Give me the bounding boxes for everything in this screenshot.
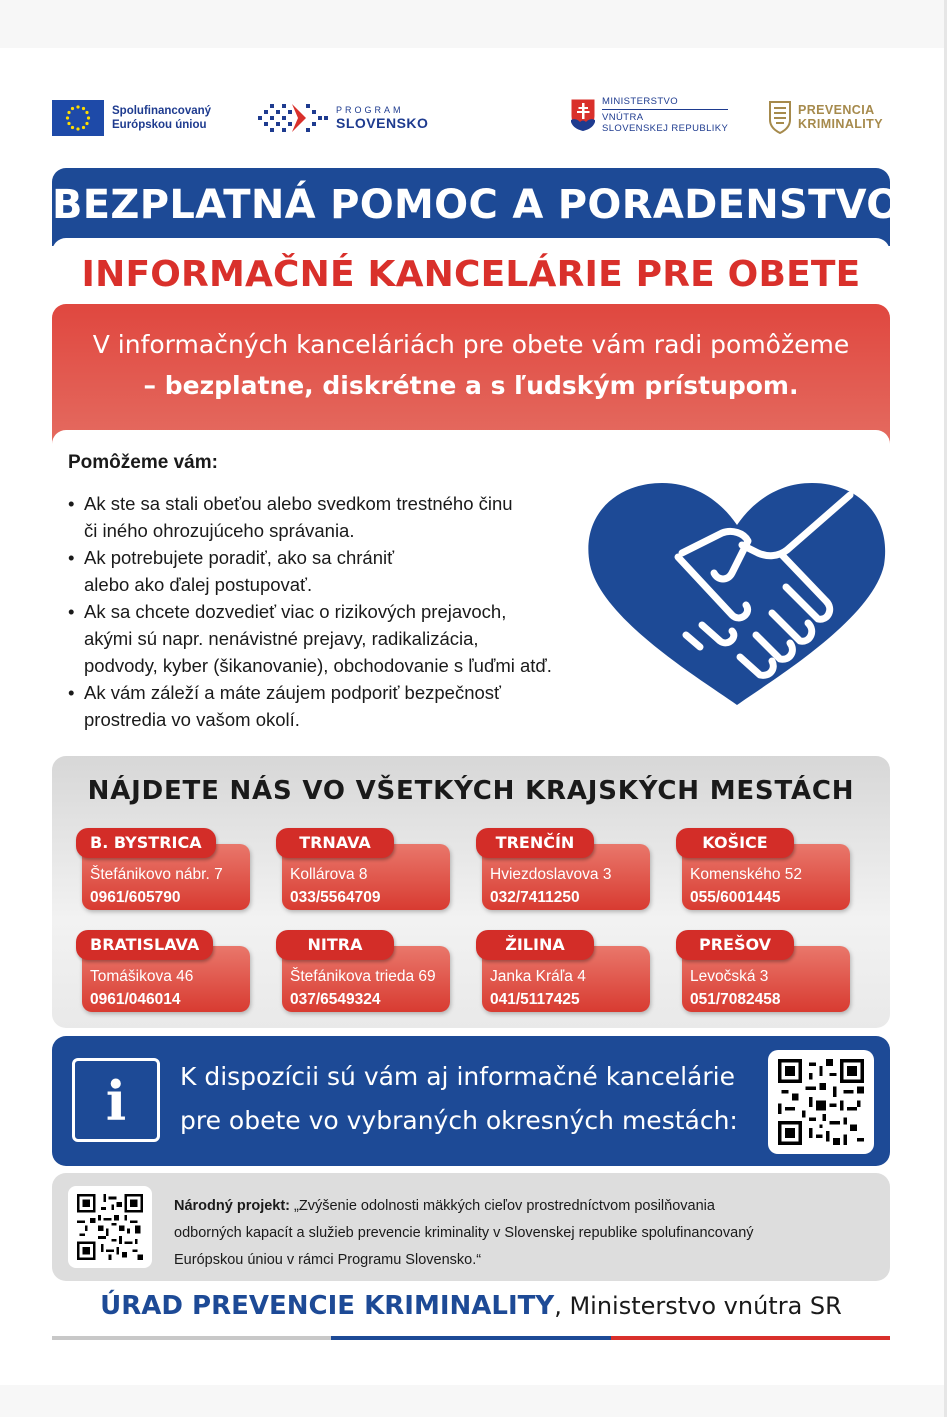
qr-code-icon bbox=[77, 1194, 143, 1260]
city-card-presov bbox=[676, 930, 856, 1014]
tricolor-blue bbox=[331, 1336, 610, 1340]
main-card bbox=[52, 168, 901, 1285]
city-address: Štefánikova trieda 69 bbox=[290, 968, 436, 985]
page-title: BEZPLATNÁ POMOC A PORADENSTVO bbox=[52, 182, 901, 228]
city-name: TRNAVA bbox=[276, 828, 394, 858]
help-item bbox=[68, 544, 628, 598]
city-phone: 0961/605790 bbox=[90, 889, 181, 906]
page-subtitle: INFORMAČNÉ KANCELÁRIE PRE OBETE bbox=[81, 254, 861, 295]
city-phone: 041/5117425 bbox=[490, 991, 580, 1008]
city-address: Kollárova 8 bbox=[290, 866, 368, 883]
info-icon-glyph: i bbox=[105, 1069, 127, 1133]
city-address: Levočská 3 bbox=[690, 968, 769, 985]
project-text bbox=[174, 1193, 874, 1274]
city-phone: 051/7082458 bbox=[690, 991, 781, 1008]
prevencia-line2: KRIMINALITY bbox=[798, 117, 883, 131]
project-qr-code[interactable] bbox=[68, 1186, 152, 1268]
city-phone: 037/6549324 bbox=[290, 991, 381, 1008]
city-card-b-bystrica bbox=[76, 828, 256, 912]
program-slovensko-logo bbox=[256, 98, 428, 138]
help-section bbox=[52, 430, 890, 742]
program-slovensko-text bbox=[336, 105, 428, 131]
subtitle-banner bbox=[52, 238, 890, 304]
eu-logo-line1: Spolufinancovaný bbox=[112, 105, 212, 117]
tricolor-red bbox=[611, 1336, 890, 1340]
tricolor-white bbox=[52, 1336, 331, 1340]
heart-handshake-icon bbox=[582, 475, 892, 725]
program-line2: SLOVENSKO bbox=[336, 115, 429, 131]
city-phone: 055/6001445 bbox=[690, 889, 781, 906]
help-item-line: prostredia vo vašom okolí. bbox=[84, 709, 300, 730]
ministry-line1: MINISTERSTVO bbox=[602, 96, 728, 110]
help-item-line: podvody, kyber (šikanovanie), obchodovanie s ľuďmi atď. bbox=[84, 655, 552, 676]
city-address: Komenského 52 bbox=[690, 866, 803, 883]
cities-section bbox=[52, 756, 890, 1028]
qr-code-icon bbox=[778, 1059, 864, 1145]
help-item-line: či iného ohrozujúceho správania. bbox=[84, 520, 355, 541]
city-card-nitra bbox=[276, 930, 456, 1014]
city-name: KOŠICE bbox=[676, 828, 794, 858]
city-phone: 0961/046014 bbox=[90, 991, 181, 1008]
prevencia-kriminality-logo bbox=[768, 100, 883, 134]
top-margin bbox=[0, 0, 947, 48]
ministry-logo bbox=[570, 96, 728, 134]
city-name: NITRA bbox=[276, 930, 394, 960]
city-name: B. BYSTRICA bbox=[76, 828, 216, 858]
city-card-kosice bbox=[676, 828, 856, 912]
city-phone: 033/5564709 bbox=[290, 889, 381, 906]
info-line1: K dispozícii sú vám aj informačné kancelárie bbox=[180, 1062, 735, 1091]
prevencia-line1: PREVENCIA bbox=[798, 103, 875, 117]
help-item bbox=[68, 490, 628, 544]
eu-logo-text bbox=[112, 104, 232, 132]
info-line2: pre obete vo vybraných okresných mestách: bbox=[180, 1106, 738, 1135]
city-card-trencin bbox=[476, 828, 656, 912]
city-address: Štefánikovo nábr. 7 bbox=[90, 866, 223, 883]
project-line3: Európskou úniou v rámci Programu Slovensko.“ bbox=[174, 1252, 482, 1268]
project-line1: „Zvýšenie odolnosti mäkkých cieľov prostredníctvom posilňovania bbox=[290, 1198, 715, 1214]
city-name: BRATISLAVA bbox=[76, 930, 213, 960]
help-item bbox=[68, 598, 628, 679]
logo-bar bbox=[52, 96, 892, 140]
footer bbox=[52, 1291, 890, 1321]
offices-qr-code[interactable] bbox=[768, 1050, 874, 1154]
intro-line2: – bezplatne, diskrétne a s ľudským prístupom. bbox=[143, 371, 799, 400]
program-slovensko-icon bbox=[256, 98, 330, 138]
prevencia-text bbox=[798, 103, 883, 131]
eu-logo-line2: Európskou úniou bbox=[112, 119, 207, 131]
coat-of-arms-icon bbox=[570, 98, 596, 132]
help-item bbox=[68, 679, 628, 733]
project-line2: odborných kapacít a služieb prevencie kriminality v Slovenskej republike spolufinancovaný bbox=[174, 1225, 754, 1241]
city-address: Hviezdoslavova 3 bbox=[490, 866, 612, 883]
bottom-margin bbox=[0, 1385, 947, 1417]
info-icon bbox=[72, 1058, 160, 1142]
program-line1: PROGRAM bbox=[336, 105, 404, 115]
ministry-text bbox=[602, 96, 728, 134]
help-item-line: Ak ste sa stali obeťou alebo svedkom trestného činu bbox=[84, 493, 513, 514]
city-card-zilina bbox=[476, 930, 656, 1014]
footer-org-rest: , Ministerstvo vnútra SR bbox=[554, 1292, 842, 1320]
title-banner bbox=[52, 168, 901, 246]
help-item-line: alebo ako ďalej postupovať. bbox=[84, 574, 313, 595]
eu-logo bbox=[52, 100, 232, 136]
help-item-line: akými sú napr. nenávistné prejavy, radikalizácia, bbox=[84, 628, 479, 649]
info-banner bbox=[52, 1036, 890, 1166]
tricolor-line bbox=[52, 1336, 890, 1340]
city-name: ŽILINA bbox=[476, 930, 594, 960]
help-item-line: Ak sa chcete dozvedieť viac o rizikových prejavoch, bbox=[84, 601, 507, 622]
ministry-line3: SLOVENSKEJ REPUBLIKY bbox=[602, 123, 729, 134]
city-card-trnava bbox=[276, 828, 456, 912]
help-list bbox=[68, 490, 628, 733]
city-name: PREŠOV bbox=[676, 930, 794, 960]
prevencia-kriminality-icon bbox=[768, 100, 792, 134]
city-address: Tomášikova 46 bbox=[90, 968, 194, 985]
help-item-line: Ak potrebujete poradiť, ako sa chrániť bbox=[84, 547, 395, 568]
project-label: Národný projekt: bbox=[174, 1198, 291, 1214]
city-card-bratislava bbox=[76, 930, 256, 1014]
intro-banner bbox=[52, 304, 890, 444]
project-section bbox=[52, 1173, 890, 1281]
eu-flag-icon bbox=[52, 100, 104, 136]
help-item-line: Ak vám záleží a máte záujem podporiť bezpečnosť bbox=[84, 682, 501, 703]
help-heading: Pomôžeme vám: bbox=[68, 452, 218, 473]
ministry-line2: VNÚTRA bbox=[602, 112, 644, 123]
cities-heading: NÁJDETE NÁS VO VŠETKÝCH KRAJSKÝCH MESTÁCH bbox=[87, 776, 855, 806]
city-phone: 032/7411250 bbox=[490, 889, 580, 906]
city-address: Janka Kráľa 4 bbox=[490, 968, 586, 985]
intro-line1: V informačných kanceláriách pre obete vám radi pomôžeme bbox=[92, 330, 850, 359]
city-name: TRENČÍN bbox=[476, 828, 594, 858]
footer-org-bold: ÚRAD PREVENCIE KRIMINALITY bbox=[100, 1291, 555, 1321]
